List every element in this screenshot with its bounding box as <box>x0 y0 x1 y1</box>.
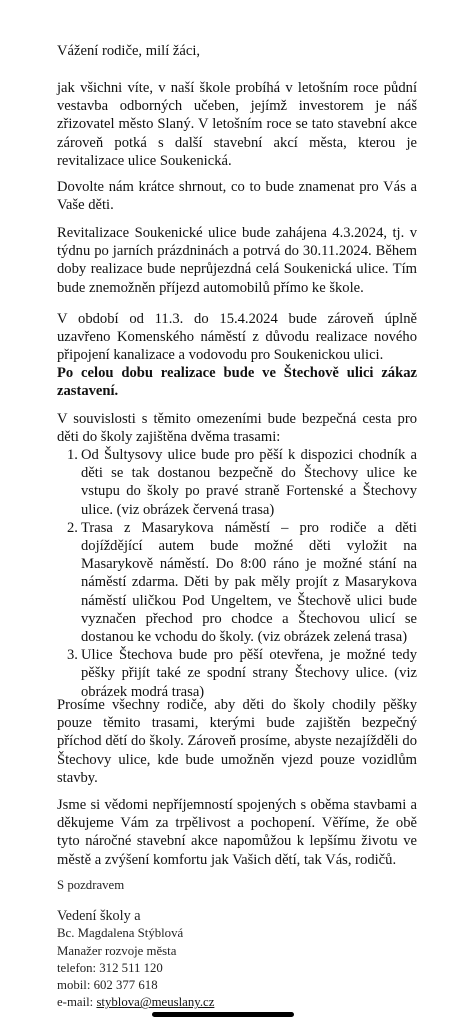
email-link[interactable]: styblova@meuslany.cz <box>96 995 215 1010</box>
signature-name: Bc. Magdalena Stýblová <box>57 926 184 941</box>
route-number: 1. <box>67 447 78 463</box>
signature-role: Manažer rozvoje města <box>57 943 177 958</box>
signature-mobile: mobil: 602 377 618 <box>57 978 158 993</box>
signature-email-row <box>57 994 214 1011</box>
signature-org: Vedení školy a <box>57 908 141 924</box>
paragraph-request: Prosíme všechny rodiče, aby děti do školy chodily pěšky pouze těmito trasami, kterými bude zajištěn bezpečný příchod dětí do školy. Zároveň prosíme, abyste nezajížděli do Štechovy ulice, kde bude umožněn vjezd pouze vozidlům stavby. <box>57 697 417 786</box>
route-item <box>57 646 417 701</box>
paragraph-thanks: Jsme si vědomi nepříjemností spojených s oběma stavbami a děkujeme Vám za trpělivost a pochopení. Věříme, že obě tyto náročné stavební akce napomůžou k lepšímu životu ve městě a zvýšení komfortu jak Vašich dětí, tak Vás, rodičů. <box>57 797 417 868</box>
closing: S pozdravem <box>57 878 125 892</box>
paragraph-routes-intro: V souvislosti s těmito omezeními bude bezpečná cesta pro děti do školy zajištěna dvěma trasami: <box>57 411 417 446</box>
greeting: Vážení rodiče, milí žáci, <box>57 43 201 59</box>
route-text: Od Šultysovy ulice bude pro pěší k dispozici chodník a děti se tak dostanou bezpečně do Štechovy ulice ke vstupu do školy po pravé straně Fortenské a Štechovy ulice. (viz obrázek červená trasa) <box>81 447 417 518</box>
signature-phone: telefon: 312 511 120 <box>57 960 163 975</box>
route-number: 3. <box>67 647 78 664</box>
route-item <box>57 446 417 519</box>
route-text: Trasa z Masarykova náměstí – pro rodiče a děti dojíždějící autem bude možné děti vyložit na Masarykově náměstí. Do 8:00 ráno je možné stání na náměstí zdarma. Děti by pak měly projít z Masarykova náměstí uličkou Pod Ungeltem, ve Štechově ulici bude vyznačen přechod pro chodce a Štechovou ulicí se dostanou ke vchodu do školy. (viz obrázek zelená trasa) <box>81 519 417 646</box>
paragraph-revitalization: Revitalizace Soukenické ulice bude zahájena 4.3.2024, tj. v týdnu po jarních prázdninách a potrvá do 30.11.2024. Během doby realizace bude neprůjezdná celá Soukenická ulice. Tím bude znemožněn příjezd automobilů přímo ke škole. <box>57 225 417 296</box>
signature-email-label: e-mail: <box>57 995 97 1010</box>
paragraph-closure: V období od 11.3. do 15.4.2024 bude zároveň úplně uzavřeno Komenského náměstí z důvodu realizace nového připojení kanalizace a vodovodu pro Soukenickou ulici. <box>57 311 417 364</box>
paragraph-no-stopping: Po celou dobu realizace bude ve Štechově ulici zákaz zastavení. <box>57 365 417 400</box>
paragraph-intro: jak všichni víte, v naší škole probíhá v letošním roce půdní vestavba odborných učeben, jejímž investorem je náš zřizovatel město Slaný. V letošním roce se tato stavební akce zároveň potká s další stavební akcí města, kterou je revitalizace ulice Soukenická. <box>57 80 417 169</box>
route-item <box>57 519 417 646</box>
route-number: 2. <box>67 519 78 536</box>
home-indicator[interactable] <box>152 1012 294 1017</box>
paragraph-summary: Dovolte nám krátce shrnout, co to bude znamenat pro Vás a Vaše děti. <box>57 179 417 214</box>
route-text: Ulice Štechova bude pro pěší otevřena, je možné tedy pěšky přijít také ze spodní strany Štechovy ulice. (viz obrázek modrá trasa) <box>81 647 417 700</box>
routes-list <box>57 446 417 701</box>
signature-block <box>57 908 214 1012</box>
